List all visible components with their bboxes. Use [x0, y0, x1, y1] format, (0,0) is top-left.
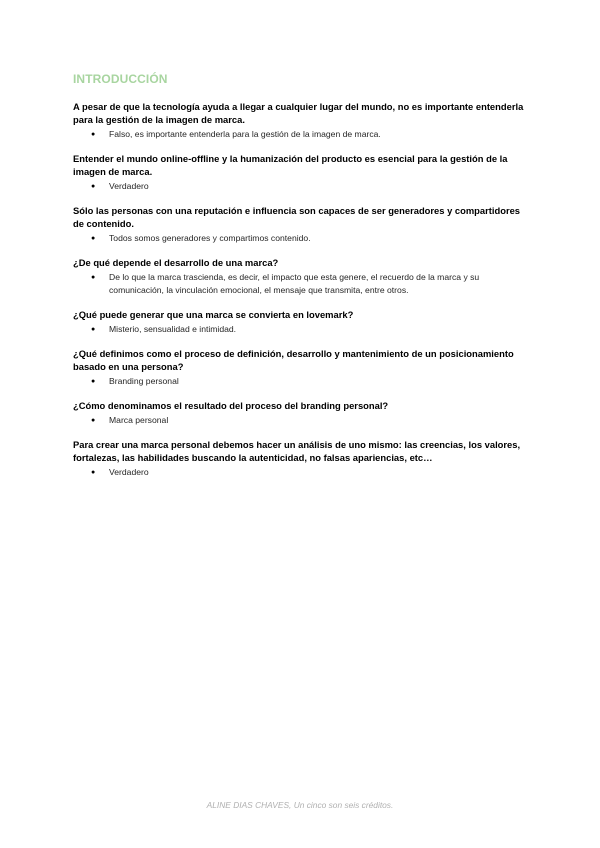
- qa-item: [73, 256, 533, 297]
- answer: [73, 375, 533, 388]
- bullet-icon: ●: [91, 417, 96, 424]
- answer-text: Falso, es importante entenderla para la gestión de la imagen de marca.: [109, 129, 381, 139]
- answer-text: Todos somos generadores y compartimos contenido.: [109, 233, 311, 243]
- question: ¿Qué definimos como el proceso de definición, desarrollo y mantenimiento de un posicionamiento basado en una persona?: [73, 348, 514, 372]
- qa-item: [73, 308, 533, 336]
- question: ¿Cómo denominamos el resultado del proceso del branding personal?: [73, 400, 389, 411]
- answer-list: [73, 128, 533, 141]
- qa-item: [73, 204, 533, 245]
- qa-item: [73, 152, 533, 193]
- answer: [73, 271, 533, 297]
- answer-list: [73, 271, 533, 297]
- answer-list: [73, 323, 533, 336]
- answer-text: Misterio, sensualidad e intimidad.: [109, 324, 237, 334]
- answer-text: Verdadero: [109, 181, 149, 191]
- answer: [73, 232, 533, 245]
- section-title: INTRODUCCIÓN: [73, 72, 168, 86]
- answer: [73, 323, 533, 336]
- bullet-icon: ●: [91, 469, 96, 476]
- qa-item: [73, 438, 533, 479]
- bullet-icon: ●: [91, 274, 96, 281]
- answer-text: De lo que la marca trasciendа, es decir, el impacto que esta genere, el recuerdo de la marca y su comunicación, la vinculación emocional, el mensaje que transmita, entre otros.: [109, 272, 480, 295]
- answer: [73, 466, 533, 479]
- answer-list: [73, 375, 533, 388]
- answer: [73, 128, 533, 141]
- page-footer: ALINE DIAS CHAVES, Un cinco son seis créditos.: [206, 800, 394, 810]
- question: ¿Qué puede generar que una marca se convierta en lovemark?: [73, 309, 354, 320]
- question: ¿De qué depende el desarrollo de una marca?: [73, 257, 279, 268]
- answer-list: [73, 180, 533, 193]
- qa-item: [73, 347, 533, 388]
- qa-item: [73, 100, 533, 141]
- bullet-icon: ●: [91, 326, 96, 333]
- question: A pesar de que la tecnología ayuda a llegar a cualquier lugar del mundo, no es importante entenderla para la gestión de la imagen de marca.: [73, 101, 524, 125]
- question: Sólo las personas con una reputación e influencia son capaces de ser generadores y compartidores de contenido.: [73, 205, 521, 229]
- answer-list: [73, 414, 533, 427]
- answer-text: Branding personal: [109, 376, 179, 386]
- answer: [73, 414, 533, 427]
- bullet-icon: ●: [91, 235, 96, 242]
- question: Entender el mundo online-offline y la humanización del producto es esencial para la gestión de la imagen de marca.: [73, 153, 508, 177]
- answer-text: Marca personal: [109, 415, 169, 425]
- document-page: [73, 72, 533, 490]
- answer-list: [73, 232, 533, 245]
- question: Para crear una marca personal debemos hacer un análisis de uno mismo: las creencias, los valores, fortalezas, las habilidades buscando la autenticidad, no falsas apariencias, etc…: [73, 439, 521, 463]
- bullet-icon: ●: [91, 378, 96, 385]
- bullet-icon: ●: [91, 183, 96, 190]
- answer-list: [73, 466, 533, 479]
- answer-text: Verdadero: [109, 467, 149, 477]
- qa-item: [73, 399, 533, 427]
- bullet-icon: ●: [91, 131, 96, 138]
- answer: [73, 180, 533, 193]
